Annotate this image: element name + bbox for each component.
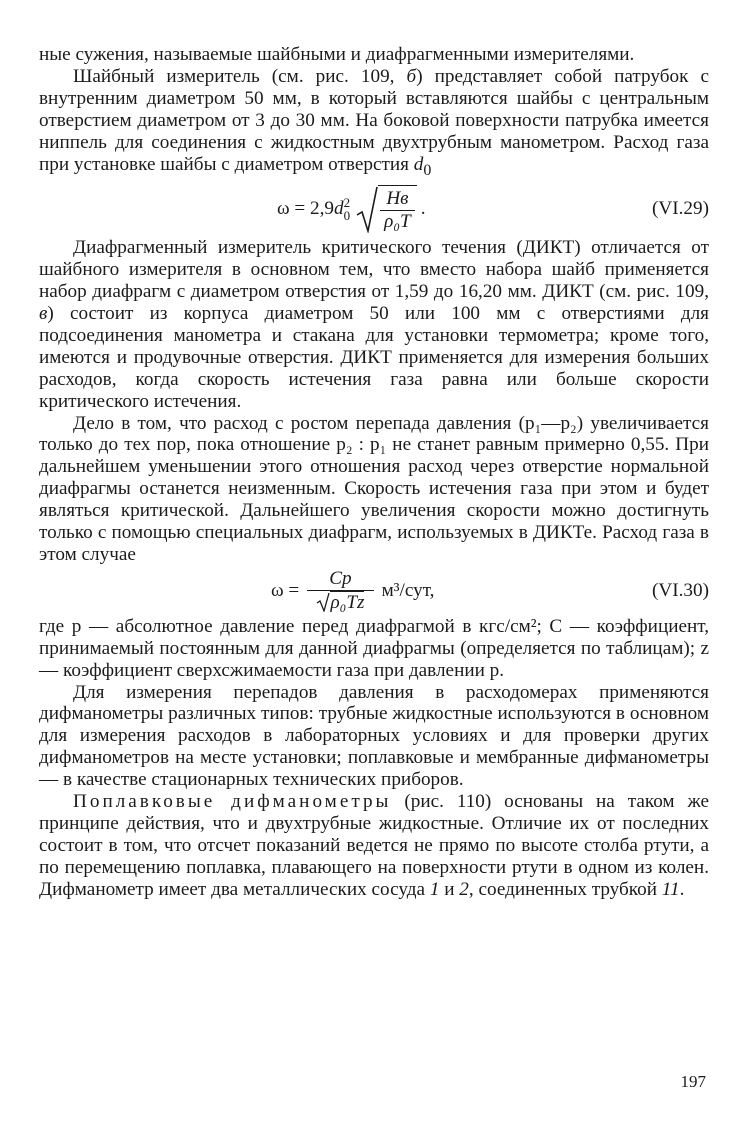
square-root (356, 185, 421, 233)
formula-2-label: (VI.30) (651, 579, 709, 601)
radical-sign-small-icon (316, 592, 330, 612)
paragraph-7-part-b: (рис. 110) основаны на таком же принципе действия, что и двухтрубные жидкостные. Отличие их от последних состоит в том, что отсчет показаний ведется не прямо по высоте столба ртути, а по перемещению поплавка, плавающего на поверхности ртути в одном из колен. Дифманометр имеет два металлических сосуда (39, 791, 709, 900)
formula-vi-29 (39, 181, 709, 237)
formula-1-numerator: Hв (380, 188, 414, 211)
paragraph-7-part-h: . (679, 878, 685, 900)
formula-2-lhs: ω = (271, 579, 300, 601)
formula-2-unit: м³/сут, (381, 579, 435, 601)
paragraph-7-part-f: , соединенных трубкой (468, 878, 662, 900)
radical-sign-icon (356, 185, 378, 233)
formula-1-tail: . (420, 198, 426, 220)
formula-1-sub: 0 (343, 208, 351, 224)
formula-2-numerator: Cp (307, 568, 373, 591)
paragraph-5: где p — абсолютное давление перед диафрагмой в кгс/см²; C — коэффициент, принимаемый постоянным для данной диафрагмы (определяется по таблицам); z — коэффициент сверхсжимаемости газа при давлении p. (39, 615, 709, 681)
paragraph-2-part-e: 0 (423, 161, 432, 179)
paragraph-2-part-b: б (406, 65, 417, 87)
formula-vi-29-body (277, 181, 425, 237)
paragraph-7-part-g: 11 (661, 878, 680, 900)
formula-vi-30-body (271, 566, 434, 616)
formula-1-d: d (334, 198, 344, 220)
paragraph-2 (39, 66, 709, 181)
paragraph-3-part-b: в (39, 302, 48, 324)
paragraph-4: Дело в том, что расход с ростом перепада давления (p₁—p₂) увеличивается только до тех пор, пока отношение p₂ : p₁ не станет равным примерно 0,55. При дальнейшем уменьшении этого отношения расход через отверстие нормальной диафрагмы останется неизменным. Скорость истечения газа при этом и будет являться критической. Дальнейшего увеличения скорости можно достигнуть только с помощью специальных диафрагм, используемых в ДИКТе. Расход газа в этом случае (39, 412, 709, 565)
paragraph-7-part-e: 2 (459, 878, 469, 900)
page-number: 197 (680, 1072, 706, 1091)
formula-1-lhs: ω = 2,9 (277, 198, 335, 220)
paragraph-2-part-a: Шайбный измеритель (см. рис. 109, (73, 65, 407, 87)
paragraph-3-part-a: Диафрагменный измеритель критического течения (ДИКТ) отличается от шайбного измерителя в основном тем, что вместо набора шайб применяется набор диафрагм с диаметром отверстия от 1,59 до 16,20 мм. ДИКТ (см. рис. 109, (39, 237, 709, 303)
paragraph-7-part-c: 1 (429, 878, 440, 900)
paragraph-1: ные сужения, называемые шайбными и диафрагменными измерителями. (39, 44, 635, 65)
paragraph-3-part-c: ) состоит из корпуса диаметром 50 или 100 мм с отверстиями для подсоединения манометра и стакана для установки термометра; кроме того, имеются и продувочные отверстия. ДИКТ применяется для измерения больших расходов, когда скорость истечения газа равна или больше скорости критического истечения. (39, 302, 709, 412)
paragraph-3 (39, 237, 709, 412)
formula-2-denominator: ρ₀Tz (330, 591, 365, 613)
paragraph-7-part-d: и (439, 878, 460, 900)
paragraph-7-spaced-term: Поплавковые дифманометры (73, 791, 392, 813)
paragraph-6: Для измерения перепадов давления в расходомерах применяются дифманометры различных типов: трубные жидкостные используются в основном для измерения расходов в лабораторных условиях и для проверки других дифманометров на месте установки; поплавковые и мембранные дифманометры — в качестве стационарных технических приборов. (39, 681, 709, 791)
formula-1-denominator: ρ₀T (384, 211, 411, 233)
formula-vi-30 (39, 566, 709, 616)
paragraph-2-part-c: ) представляет собой патрубок с внутренним диаметром 50 мм, в который вставляются шайбы с центральным отверстием диаметром от 3 до 30 мм. На боковой поверхности патрубка имеется ниппель для соединения с жидкостным двухтрубным манометром. Расход газа при установке шайбы с диаметром отверстия (39, 65, 709, 175)
formula-1-sup: 2 (343, 195, 351, 211)
text-column (39, 44, 709, 901)
formula-1-label: (VI.29) (651, 198, 709, 220)
paragraph-2-part-d: d (413, 153, 424, 175)
paragraph-7 (39, 791, 709, 901)
